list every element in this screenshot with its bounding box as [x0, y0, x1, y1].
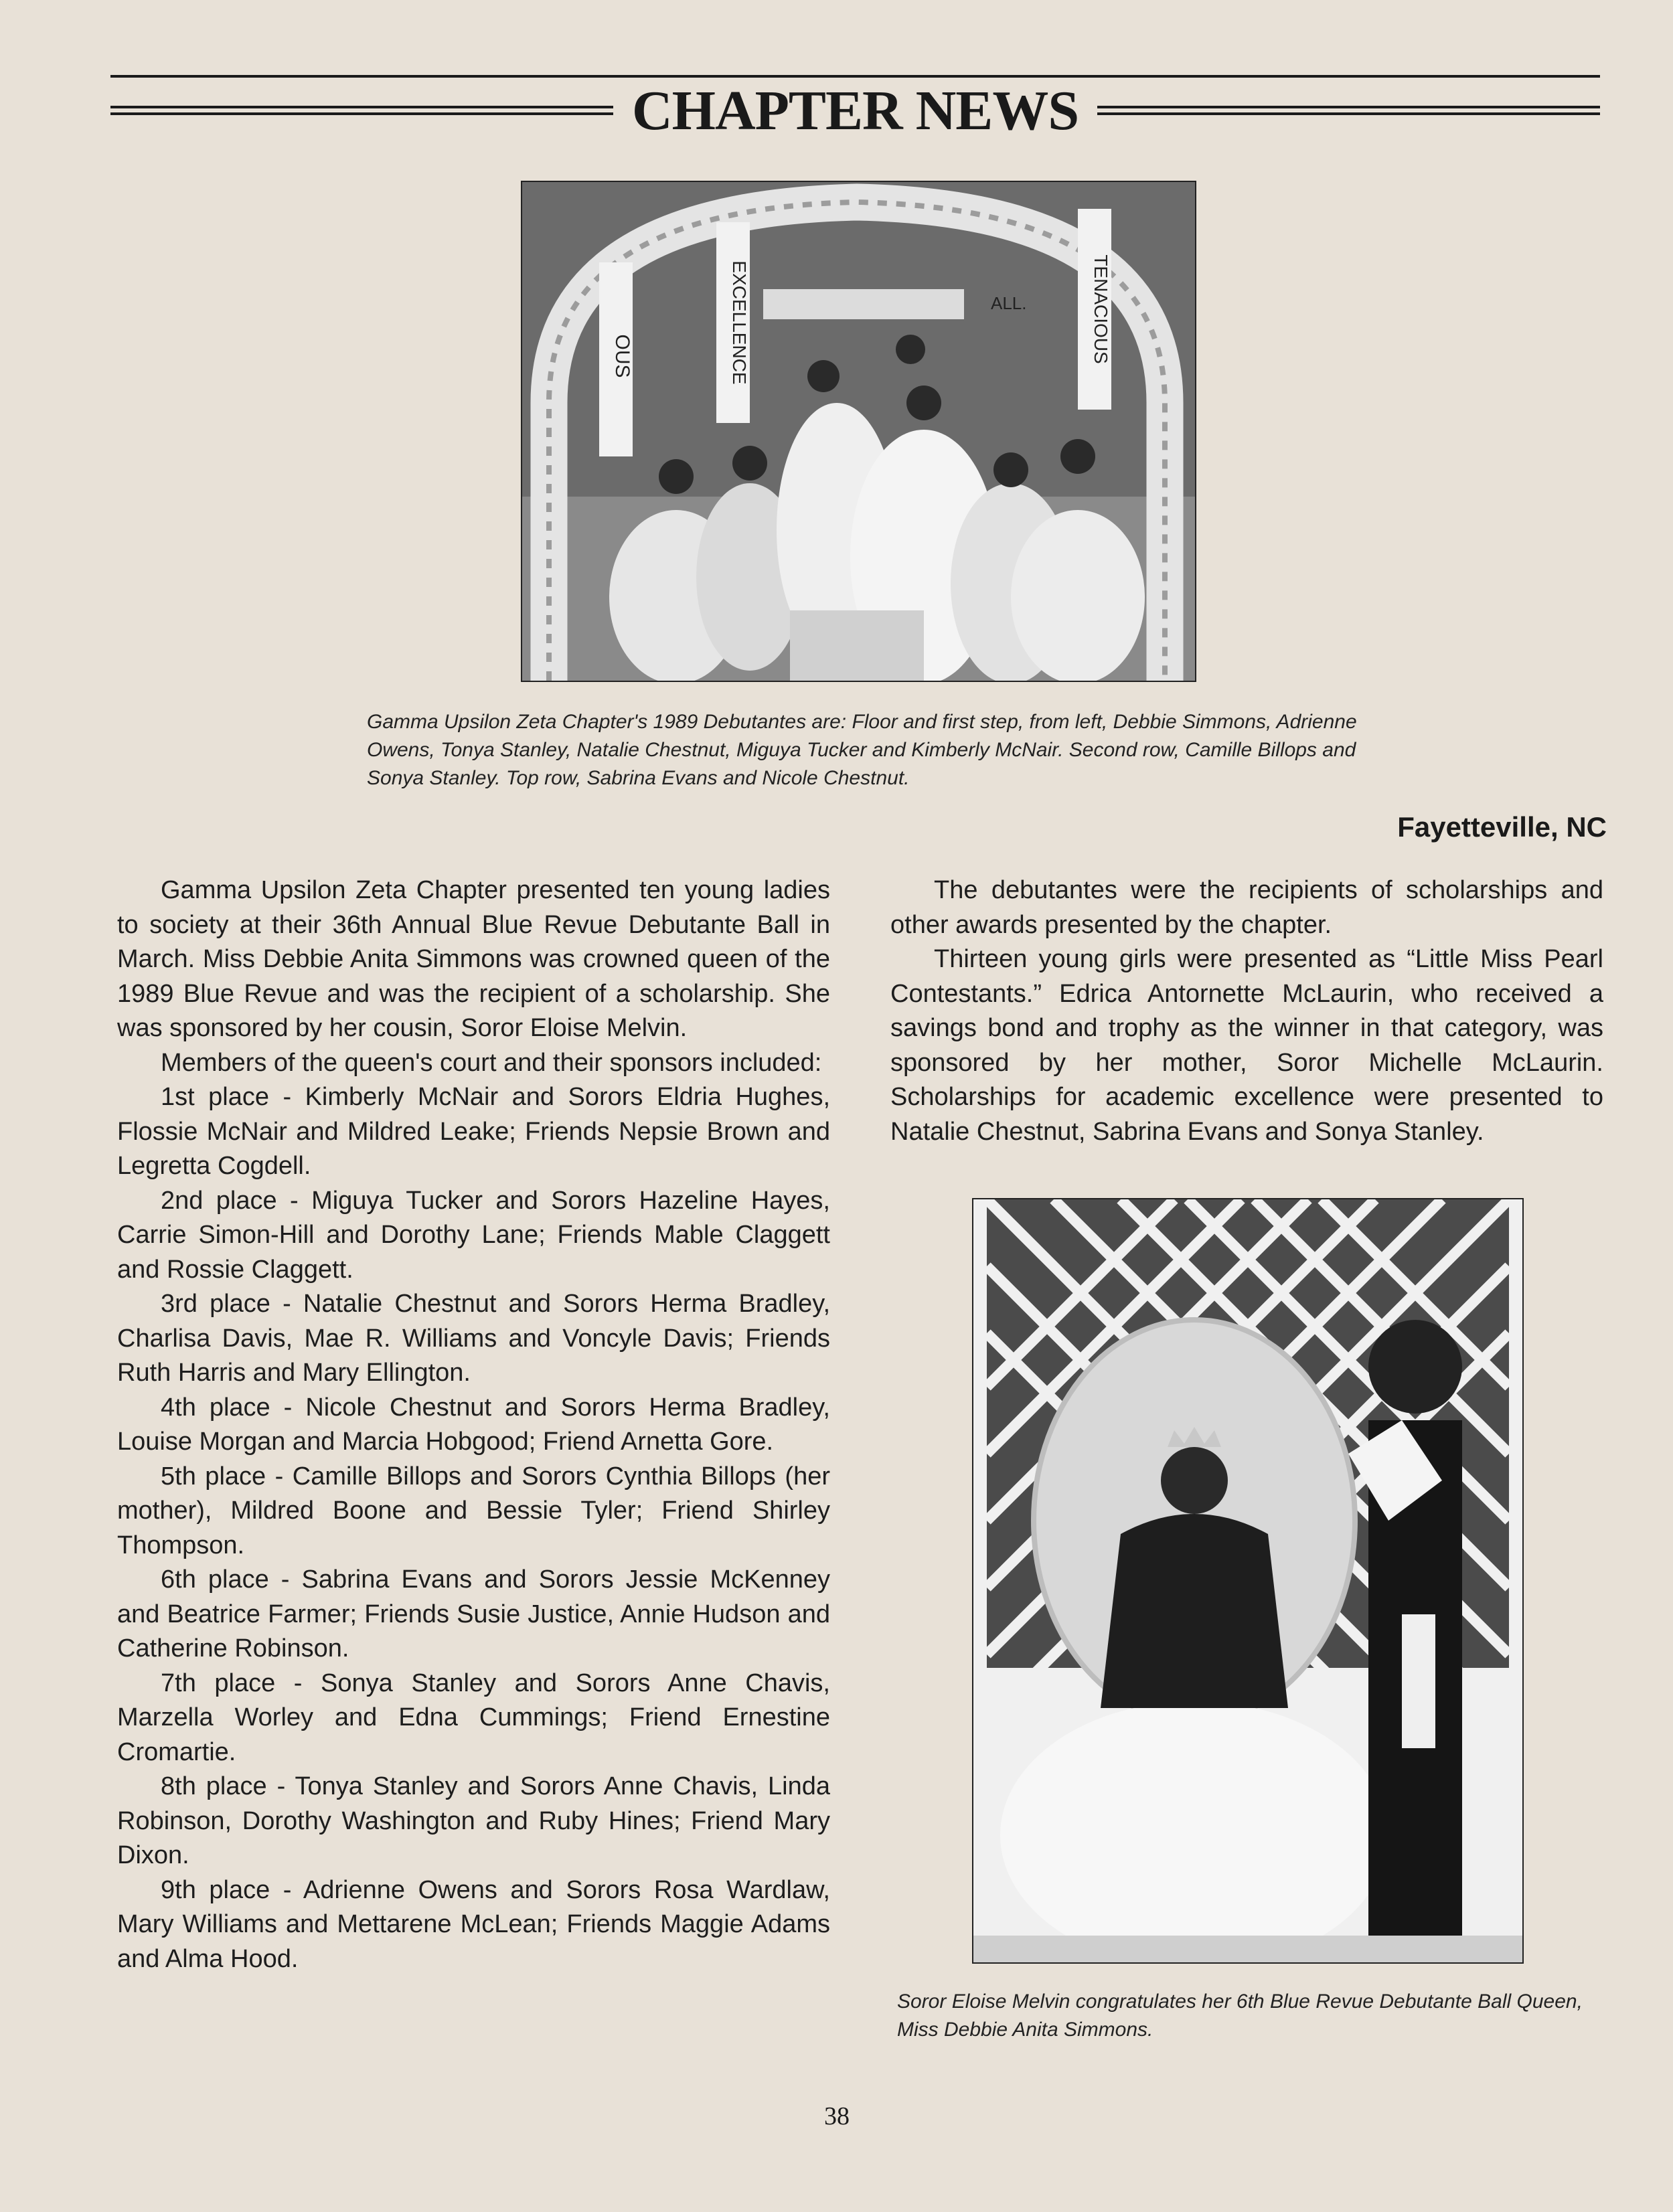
header-bar: [110, 74, 1600, 147]
banner-word: OUS: [611, 334, 633, 378]
paragraph: 3rd place - Natalie Chestnut and Sorors Herma Bradley, Charlisa Davis, Mae R. Williams and Voncyle Davis; Friends Ruth Harris and Mary Ellington.: [117, 1290, 830, 1387]
paragraph: 9th place - Adrienne Owens and Sorors Rosa Wardlaw, Mary Williams and Mettarene McLean; Friends Maggie Adams and Alma Hood.: [117, 1875, 830, 1973]
queen-photo: [972, 1198, 1524, 1964]
paragraph: Members of the queen's court and their sponsors included:: [161, 1048, 822, 1077]
paragraph: 2nd place - Miguya Tucker and Sorors Hazeline Hayes, Carrie Simon-Hill and Dorothy Lane; Friends Mable Claggett and Rossie Claggett.: [117, 1186, 830, 1284]
paragraph: 7th place - Sonya Stanley and Sorors Anne Chavis, Marzella Worley and Edna Cummings; Friend Ernestine Cromartie.: [117, 1669, 830, 1766]
paragraph: 1st place - Kimberly McNair and Sorors Eldria Hughes, Flossie McNair and Mildred Leake; Friends Nepsie Brown and Legretta Cogdell.: [117, 1083, 830, 1180]
paragraph: Thirteen young girls were presented as “Little Miss Pearl Contestants.” Edrica Antornette McLaurin, who received a savings bond and trophy as the winner in that category, was sponsored by her mother, Soror Michelle McLaurin. Scholarships for academic excellence were presented to Natalie Chestnut, Sabrina Evans and Sonya Stanley.: [890, 945, 1603, 1146]
location-heading: Fayetteville, NC: [1397, 811, 1607, 843]
page-title: CHAPTER NEWS: [631, 79, 1079, 142]
banner-word: EXCELLENCE: [729, 260, 750, 385]
banner-word: ALL.: [991, 293, 1027, 313]
top-photo-caption: Gamma Upsilon Zeta Chapter's 1989 Debutantes are: Floor and first step, from left, Debbie Simmons, Adrienne Owens, Tonya Stanley, Natalie Chestnut, Miguya Tucker and Kimberly McNair. Second row, Camille Billops and Sonya Stanley. Top row, Sabrina Evans and Nicole Chestnut.: [367, 711, 1357, 789]
banner-word: TENACIOUS: [1091, 254, 1111, 364]
paragraph: 6th place - Sabrina Evans and Sorors Jessie McKenney and Beatrice Farmer; Friends Susie Justice, Annie Hudson and Catherine Robinson.: [117, 1565, 830, 1663]
paragraph: 5th place - Camille Billops and Sorors Cynthia Billops (her mother), Mildred Boone and Bessie Tyler; Friend Shirley Thompson.: [117, 1462, 830, 1559]
page-number: 38: [824, 2102, 850, 2130]
bottom-photo-caption: Soror Eloise Melvin congratulates her 6th Blue Revue Debutante Ball Queen, Miss Debbie Anita Simmons.: [897, 1990, 1583, 2041]
paragraph: Gamma Upsilon Zeta Chapter presented ten young ladies to society at their 36th Annual Blue Revue Debutante Ball in March. Miss Debbie Anita Simmons was crowned queen of the 1989 Blue Revue and was the recipient of a scholarship. She was sponsored by her cousin, Soror Eloise Melvin.: [117, 876, 830, 1042]
paragraph: 8th place - Tonya Stanley and Sorors Anne Chavis, Linda Robinson, Dorothy Washington and Ruby Hines; Friend Mary Dixon.: [117, 1772, 830, 1869]
paragraph: The debutantes were the recipients of scholarships and other awards presented by the chapter.: [890, 876, 1603, 939]
paragraph: 4th place - Nicole Chestnut and Sorors Herma Bradley, Louise Morgan and Marcia Hobgood; Friend Arnetta Gore.: [117, 1393, 830, 1456]
debutantes-photo: [521, 181, 1196, 682]
right-column: [890, 873, 1603, 1149]
header-right-rule: [1097, 106, 1600, 115]
header-left-rule: [110, 106, 613, 115]
left-column: [117, 873, 830, 1976]
